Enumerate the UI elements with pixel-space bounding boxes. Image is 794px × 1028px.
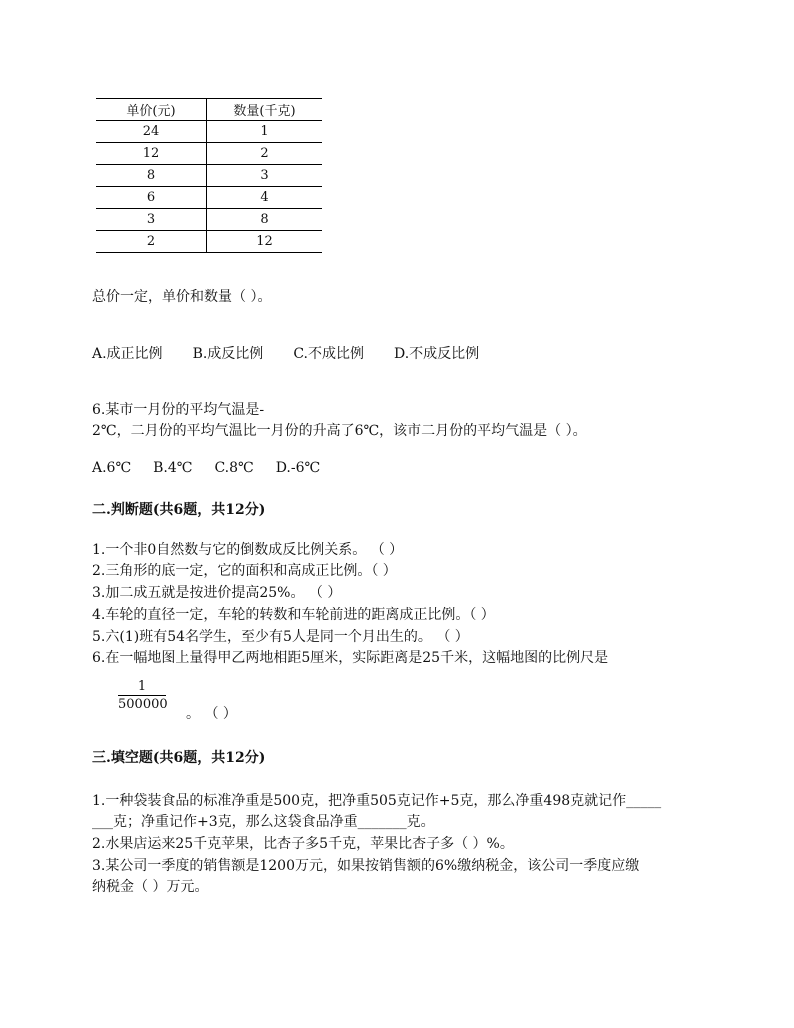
cell-price: 8 — [96, 165, 207, 187]
s3-line-1: 1.一种袋装食品的标准净重是500克，把净重505克记作+5克，那么净重498克就记作_____ — [92, 793, 662, 809]
s2-item-2: 2.三角形的底一定，它的面积和高成正比例。（ ） — [92, 563, 397, 579]
cell-price: 2 — [96, 231, 207, 253]
scale-fraction — [118, 679, 166, 713]
table-row — [96, 209, 322, 231]
q6-option-d: D.-6℃ — [275, 460, 321, 476]
q6-option-b: B.4℃ — [153, 460, 193, 476]
s2-item-1: 1.一个非0自然数与它的倒数成反比例关系。 （ ） — [92, 542, 404, 558]
table-row — [96, 121, 322, 143]
s2-item-3: 3.加二成五就是按进价提高25%。 （ ） — [92, 585, 342, 601]
s3-line-3: 2.水果店运来25千克苹果，比杏子多5千克，苹果比杏子多（ ）%。 — [92, 836, 514, 852]
section3-title: 三.填空题(共6题，共12分) — [92, 750, 266, 766]
table-row — [96, 165, 322, 187]
s2-item-5: 5.六(1)班有54名学生，至少有5人是同一个月出生的。 （ ） — [92, 629, 469, 645]
cell-price: 6 — [96, 187, 207, 209]
q5-option-a: A.成正比例 — [92, 346, 163, 362]
cell-quantity: 3 — [207, 165, 323, 187]
q5-options — [92, 343, 509, 365]
table-row — [96, 143, 322, 165]
s3-line-4: 3.某公司一季度的销售额是1200万元，如果按销售额的6%缴纳税金，该公司一季度应缴 — [92, 858, 640, 874]
table-row — [96, 231, 322, 253]
q6-line1: 6.某市一月份的平均气温是- — [92, 402, 265, 418]
fraction-numerator: 1 — [137, 679, 147, 694]
data-table — [96, 98, 322, 253]
q5-option-c: C.不成比例 — [293, 346, 364, 362]
section2-title: 二.判断题(共6题，共12分) — [92, 502, 266, 518]
s2-item-4: 4.车轮的直径一定，车轮的转数和车轮前进的距离成正比例。（ ） — [92, 607, 495, 623]
cell-price: 24 — [96, 121, 207, 143]
q6-option-a: A.6℃ — [92, 460, 132, 476]
s2-item-6-tail: 。 （ ） — [186, 706, 237, 722]
cell-price: 3 — [96, 209, 207, 231]
header-quantity: 数量(千克) — [207, 99, 323, 121]
s3-line-2: ___克；净重记作+3克，那么这袋食品净重_______克。 — [92, 814, 435, 830]
q6-option-c: C.8℃ — [214, 460, 254, 476]
cell-quantity: 2 — [207, 143, 323, 165]
table-header-row — [96, 99, 322, 121]
q5-option-d: D.不成反比例 — [393, 346, 480, 362]
s2-item-6: 6.在一幅地图上量得甲乙两地相距5厘米，实际距离是25千米，这幅地图的比例尺是 — [92, 650, 609, 666]
cell-quantity: 12 — [207, 231, 323, 253]
price-quantity-table — [96, 98, 322, 253]
cell-quantity: 4 — [207, 187, 323, 209]
s3-line-5: 纳税金（ ）万元。 — [92, 879, 209, 895]
header-unit-price: 单价(元) — [96, 99, 207, 121]
q5-stem: 总价一定，单价和数量（ ）。 — [92, 289, 272, 305]
cell-quantity: 8 — [207, 209, 323, 231]
q6-line2: 2℃，二月份的平均气温比一月份的升高了6℃，该市二月份的平均气温是（ ）。 — [92, 423, 587, 439]
q6-options — [92, 457, 342, 479]
q5-option-b: B.成反比例 — [192, 346, 264, 362]
cell-quantity: 1 — [207, 121, 323, 143]
fraction-denominator: 500000 — [118, 697, 168, 712]
cell-price: 12 — [96, 143, 207, 165]
table-row — [96, 187, 322, 209]
